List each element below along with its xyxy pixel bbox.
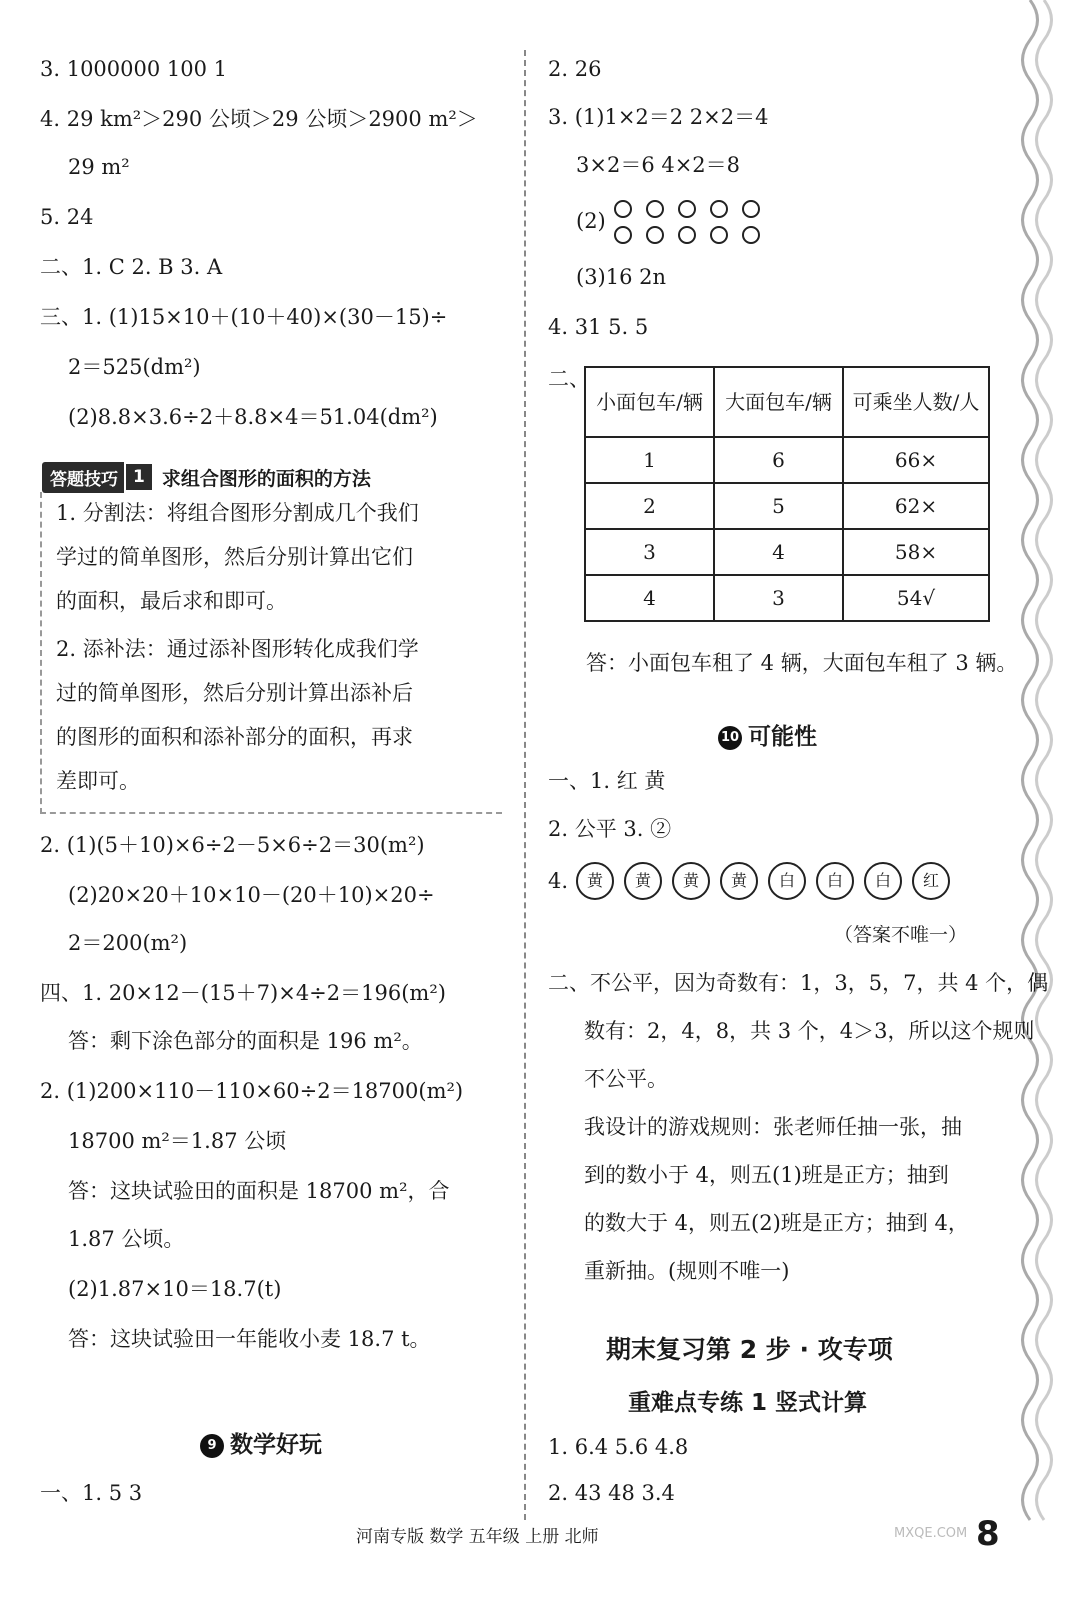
answer-line: (2) [576, 209, 606, 233]
wavy-border [1010, 0, 1070, 1600]
answer-line: 一、1. 红 黄 [548, 769, 666, 793]
answer-line: 重新抽。(规则不唯一) [584, 1259, 790, 1283]
dot [678, 226, 696, 244]
answer-line: 4. [548, 869, 569, 893]
tip-line: 过的简单图形，然后分别计算出添补后 [56, 681, 413, 705]
dot [742, 200, 760, 218]
section-title: 数学好玩 [230, 1432, 322, 1458]
answer-line: 不公平。 [584, 1067, 668, 1091]
answer-line: 四、1. 20×12－(15＋7)×4÷2＝196(m²) [40, 981, 446, 1005]
table-row [585, 483, 989, 529]
tip-line: 1. 分割法：将组合图形分割成几个我们 [56, 501, 419, 525]
answer-line: 二、不公平，因为奇数有：1，3，5，7，共 4 个，偶 [548, 971, 1049, 995]
footer-text: 河南专版 数学 五年级 上册 北师 [356, 1527, 599, 1547]
dot [646, 226, 664, 244]
answer-line: 4. 31 5. 5 [548, 315, 649, 339]
answer-line: 三、1. (1)15×10＋(10＋40)×(30－15)÷ [40, 305, 448, 329]
answer-line: 1. 6.4 5.6 4.8 [548, 1435, 689, 1459]
tip-line: 学过的简单图形，然后分别计算出它们 [56, 545, 413, 569]
answer-line: 2. 26 [548, 57, 602, 81]
answer-line: 到的数小于 4，则五(1)班是正方；抽到 [584, 1163, 949, 1187]
tip-line: 的面积，最后求和即可。 [56, 589, 287, 613]
answer-line: 3. (1)1×2＝2 2×2＝4 [548, 105, 769, 129]
section-10-header [718, 718, 817, 751]
dot [710, 200, 728, 218]
answer-line: 2. (1)(5＋10)×6÷2－5×6÷2＝30(m²) [40, 833, 425, 857]
tip-title: 求组合图形的面积的方法 [161, 467, 371, 490]
table-cell: 6 [714, 437, 843, 483]
answer-line: 答：这块试验田的面积是 18700 m²，合 [68, 1179, 450, 1203]
answer-line: 4. 29 km²＞290 公顷＞29 公顷＞2900 m²＞ [40, 107, 478, 131]
tip-line: 差即可。 [56, 769, 140, 793]
table-cell: 2 [585, 483, 714, 529]
table-cell: 58× [843, 529, 989, 575]
answer-line: 1.87 公顷。 [68, 1227, 185, 1251]
answer-line: 18700 m²＝1.87 公顷 [68, 1129, 287, 1153]
chapter-heading: 期末复习第 2 步 · 攻专项 [606, 1335, 893, 1364]
ball: 白 [816, 862, 854, 900]
ball: 黄 [720, 862, 758, 900]
answer-line: 29 m² [68, 155, 130, 179]
tip-line: 的图形的面积和添补部分的面积，再求 [56, 725, 413, 749]
section-number: 10 [718, 726, 742, 750]
answer-line: (2)8.8×3.6÷2＋8.8×4＝51.04(dm²) [68, 405, 438, 429]
section-title: 可能性 [748, 724, 817, 750]
tip-number: 1 [126, 464, 152, 490]
table-cell: 66× [843, 437, 989, 483]
answer-line: 数有：2，4，8，共 3 个，4＞3，所以这个规则 [584, 1019, 1035, 1043]
answer-line: 答：小面包车租了 4 辆，大面包车租了 3 辆。 [586, 651, 1018, 675]
dot-pattern [614, 200, 774, 248]
table-row [585, 529, 989, 575]
dot [646, 200, 664, 218]
answer-line: 一、1. 5 3 [40, 1481, 143, 1505]
table-cell: 5 [714, 483, 843, 529]
dot [710, 226, 728, 244]
ball: 红 [912, 862, 950, 900]
table-cell: 3 [714, 575, 843, 621]
table-cell: 54√ [843, 575, 989, 621]
tip-header [42, 462, 371, 492]
dot [742, 226, 760, 244]
ball: 黄 [624, 862, 662, 900]
answer-line: (2)1.87×10＝18.7(t) [68, 1277, 282, 1301]
page-number: 8 [976, 1514, 1000, 1554]
table-cell: 1 [585, 437, 714, 483]
answer-line: 2. 公平 3. ② [548, 817, 672, 841]
answer-line: 2. 43 48 3.4 [548, 1481, 675, 1505]
answer-line: 的数大于 4，则五(2)班是正方；抽到 4， [584, 1211, 969, 1235]
answer-line: 3×2＝6 4×2＝8 [576, 153, 741, 177]
answer-line: (3)16 2n [576, 265, 667, 289]
subsection-heading: 重难点专练 1 竖式计算 [628, 1390, 868, 1416]
dot [678, 200, 696, 218]
answer-line: 3. 1000000 100 1 [40, 57, 228, 81]
table-header-cell: 小面包车/辆 [585, 367, 714, 437]
answer-line: 2. (1)200×110－110×60÷2＝18700(m²) [40, 1079, 464, 1103]
answer-line: 我设计的游戏规则：张老师任抽一张，抽 [584, 1115, 962, 1139]
tip-line: 2. 添补法：通过添补图形转化成我们学 [56, 637, 419, 661]
section-9-header [200, 1426, 322, 1459]
table-cell: 62× [843, 483, 989, 529]
table-row [585, 575, 989, 621]
table-header-cell: 可乘坐人数/人 [843, 367, 989, 437]
answer-line: 2＝525(dm²) [68, 355, 201, 379]
answer-line: 二、1. C 2. B 3. A [40, 255, 223, 279]
table-cell: 3 [585, 529, 714, 575]
tip-label: 答题技巧 [42, 462, 124, 493]
answer-line: 答：这块试验田一年能收小麦 18.7 t。 [68, 1327, 431, 1351]
table-cell: 4 [585, 575, 714, 621]
answer-line: 2＝200(m²) [68, 931, 188, 955]
table-header-cell: 大面包车/辆 [714, 367, 843, 437]
column-divider [524, 50, 526, 1520]
table-row [585, 437, 989, 483]
answer-line: 5. 24 [40, 205, 94, 229]
ball: 白 [768, 862, 806, 900]
dot [614, 200, 632, 218]
seating-table [584, 366, 990, 622]
ball-row [576, 862, 960, 900]
watermark: MXQE.COM [894, 1526, 968, 1541]
answer-note: （答案不唯一） [834, 924, 968, 946]
ball: 黄 [576, 862, 614, 900]
table-cell: 4 [714, 529, 843, 575]
ball: 黄 [672, 862, 710, 900]
answer-line: 答：剩下涂色部分的面积是 196 m²。 [68, 1029, 423, 1053]
section-number: 9 [200, 1434, 224, 1458]
dot [614, 226, 632, 244]
answer-line: (2)20×20＋10×10－(20＋10)×20÷ [68, 883, 435, 907]
ball: 白 [864, 862, 902, 900]
table-prefix: 二、 [548, 367, 590, 391]
